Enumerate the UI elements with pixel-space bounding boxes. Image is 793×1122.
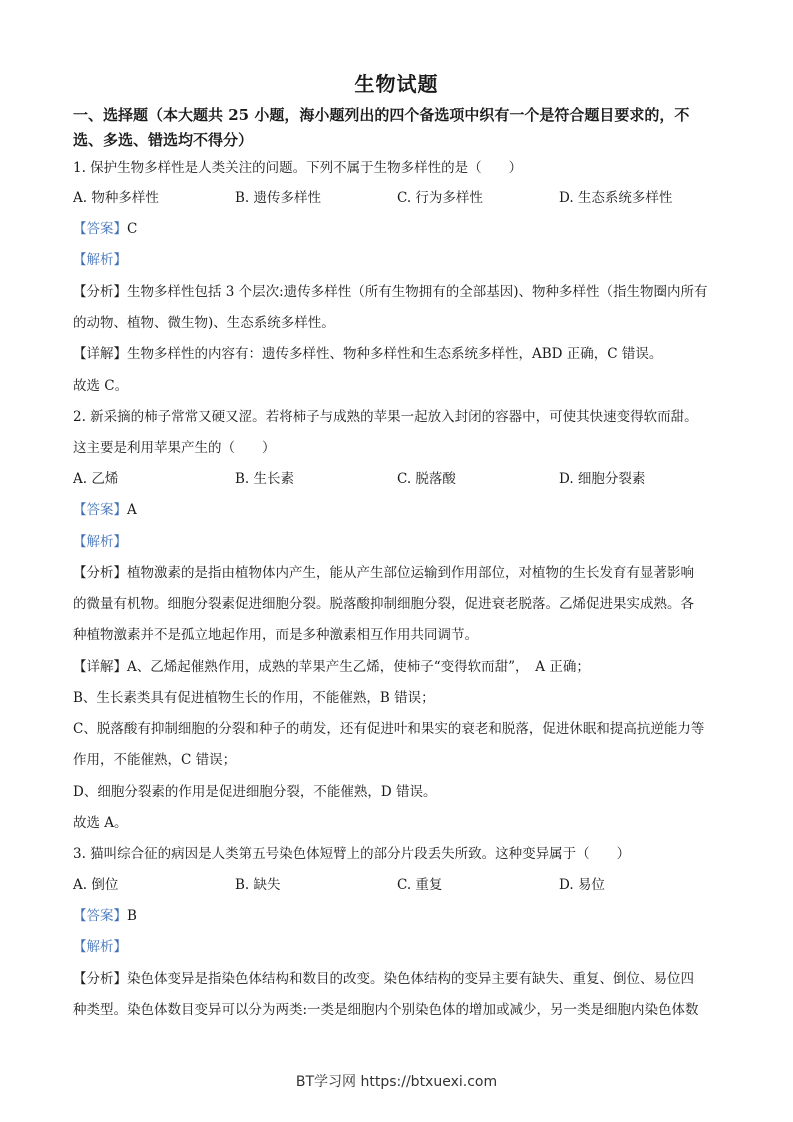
q1-conclusion: 故选 C。 [73, 378, 129, 394]
q1-option-a: A. 物种多样性 [73, 190, 159, 206]
q3-stem: 3. 猫叫综合征的病因是人类第五号染色体短臂上的部分片段丢失所致。这种变异属于（ ） [73, 846, 631, 862]
q2-stem-line-2: 这主要是利用苹果产生的（ ） [73, 440, 276, 456]
q2-xiangjie-line-2: B、生长素类具有促进植物生长的作用，不能催熟，B 错误； [73, 690, 435, 706]
q2-xiangjie-line-5: D、细胞分裂素的作用是促进细胞分裂，不能催熟，D 错误。 [73, 784, 437, 800]
q1-option-c: C. 行为多样性 [397, 190, 483, 206]
q3-analysis-tag: 【解析】 [73, 939, 127, 955]
q1-stem: 1. 保护生物多样性是人类关注的问题。下列不属于生物多样性的是（ ） [73, 160, 523, 176]
section-heading-line-1: 一、选择题（本大题共 25 小题，海小题列出的四个备选项中织有一个是符合题目要求的，不 [73, 106, 690, 124]
answer-tag: 【答案】 [73, 221, 127, 237]
answer-tag: 【答案】 [73, 908, 127, 924]
site-footer: BT学习网 https://btxuexi.com [295, 1074, 498, 1090]
q2-fenxi-line-2: 的微量有机物。细胞分裂素促进细胞分裂。脱落酸抑制细胞分裂，促进衰老脱落。乙烯促进果实成熟。各 [73, 596, 694, 612]
q2-fenxi-line-1: 【分析】植物激素的是指由植物体内产生，能从产生部位运输到作用部位，对植物的生长发育有显著影响 [73, 565, 694, 581]
q2-option-d: D. 细胞分裂素 [559, 471, 646, 487]
answer-value: B [127, 908, 137, 924]
q2-fenxi-line-3: 种植物激素并不是孤立地起作用，而是多种激素相互作用共同调节。 [73, 627, 478, 643]
q2-option-c: C. 脱落酸 [397, 471, 456, 487]
q2-analysis-tag: 【解析】 [73, 534, 127, 550]
q1-xiangjie-line-1: 【详解】生物多样性的内容有：遗传多样性、物种多样性和生态系统多样性，ABD 正确，C 错误。 [73, 346, 663, 362]
q3-option-a: A. 倒位 [73, 877, 119, 893]
q2-xiangjie-line-4: 作用，不能催熟，C 错误； [73, 752, 237, 768]
answer-value: A [127, 502, 137, 518]
q1-option-d: D. 生态系统多样性 [559, 190, 673, 206]
q3-answer [73, 906, 733, 926]
q1-fenxi-line-2: 的动物、植物、微生物)、生态系统多样性。 [73, 315, 335, 331]
q1-fenxi-line-1: 【分析】生物多样性包括 3 个层次:遗传多样性（所有生物拥有的全部基因)、物种多样性（指生物圈内所有 [73, 284, 708, 300]
answer-value: C [127, 221, 138, 237]
q1-analysis-tag: 【解析】 [73, 252, 127, 268]
page-title: 生物试题 [354, 72, 439, 96]
q2-xiangjie-line-1: 【详解】A、乙烯起催熟作用，成熟的苹果产生乙烯，使柿子“变得软而甜”， A 正确； [73, 659, 590, 675]
q2-option-a: A. 乙烯 [73, 471, 119, 487]
section-heading-line-2: 选、多选、错选均不得分） [73, 131, 254, 149]
q3-option-c: C. 重复 [397, 877, 443, 893]
q3-option-b: B. 缺失 [235, 877, 281, 893]
q2-xiangjie-line-3: C、脱落酸有抑制细胞的分裂和种子的萌发，还有促进叶和果实的衰老和脱落，促进休眠和提高抗逆能力等 [73, 721, 705, 737]
q2-stem-line-1: 2. 新采摘的柿子常常又硬又涩。若将柿子与成熟的苹果一起放入封闭的容器中，可使其快速变得软而甜。 [73, 409, 698, 425]
q1-answer [73, 219, 733, 239]
answer-tag: 【答案】 [73, 502, 127, 518]
q2-conclusion: 故选 A。 [73, 815, 128, 831]
q2-answer [73, 500, 733, 520]
q1-option-b: B. 遗传多样性 [235, 190, 322, 206]
q3-fenxi-line-2: 种类型。染色体数目变异可以分为两类:一类是细胞内个别染色体的增加或减少，另一类是细胞内染色体数 [73, 1002, 699, 1018]
q2-option-b: B. 生长素 [235, 471, 295, 487]
q3-option-d: D. 易位 [559, 877, 605, 893]
q3-fenxi-line-1: 【分析】染色体变异是指染色体结构和数目的改变。染色体结构的变异主要有缺失、重复、倒位、易位四 [73, 971, 694, 987]
